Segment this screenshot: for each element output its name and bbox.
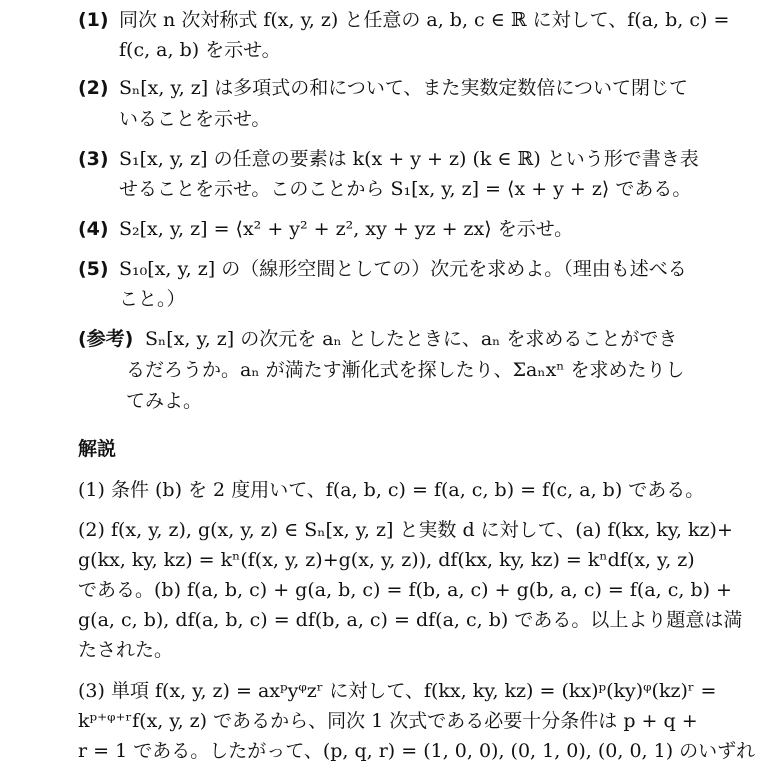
explanation-line-9: r = 1 である。したがって、(p, q, r) = (1, 0, 0), (0, 1, 0), (0, 0, 1) のいずれ [78, 740, 756, 762]
reference-line-2: るだろうか。aₙ が満たす漸化式を探したり、Σaₙxⁿ を求めたりし [126, 359, 685, 381]
explanation-line-4: である。(b) f(a, b, c) + g(a, b, c) = f(b, a, c) + g(b, a, c) = f(a, c, b) + [78, 579, 732, 601]
explanation-line-6: たされた。 [78, 639, 174, 661]
problem-1-line-2: f(c, a, b) を示せ。 [119, 39, 281, 61]
problem-3-label: (3) [78, 148, 109, 170]
explanation-line-1: (1) 条件 (b) を 2 度用いて、f(a, b, c) = f(a, c, b) = f(c, a, b) である。 [78, 479, 705, 501]
problem-1-line-1: 同次 n 次対称式 f(x, y, z) と任意の a, b, c ∈ ℝ に対して、f(a, b, c) = [119, 9, 730, 31]
problem-1-label: (1) [78, 9, 109, 31]
problem-3-line-2: せることを示せ。このことから S₁[x, y, z] = ⟨x + y + z⟩ である。 [119, 178, 692, 200]
problem-3-line-1: S₁[x, y, z] の任意の要素は k(x + y + z) (k ∈ ℝ) という形で書き表 [119, 148, 699, 170]
reference-label: (参考) [78, 328, 134, 350]
explanation-line-8: kᵖ⁺ᵠ⁺ʳf(x, y, z) であるから、同次 1 次式である必要十分条件は p + q + [78, 710, 698, 732]
problem-4-line-1: S₂[x, y, z] = ⟨x² + y² + z², xy + yz + zx⟩ を示せ。 [119, 218, 574, 240]
problem-4-label: (4) [78, 218, 109, 240]
explanation-line-2: (2) f(x, y, z), g(x, y, z) ∈ Sₙ[x, y, z] と実数 d に対して、(a) f(kx, ky, kz)+ [78, 519, 733, 541]
problem-2-line-1: Sₙ[x, y, z] は多項式の和について、また実数定数倍について閉じて [119, 77, 689, 99]
explanation-line-3: g(kx, ky, kz) = kⁿ(f(x, y, z)+g(x, y, z)), df(kx, ky, kz) = kⁿdf(x, y, z) [78, 549, 695, 571]
reference-line-1: Sₙ[x, y, z] の次元を aₙ としたときに、aₙ を求めることができ [145, 328, 678, 350]
explanation-heading: 解説 [78, 438, 117, 460]
problem-5-label: (5) [78, 258, 109, 280]
problem-5-line-2: こと。） [119, 288, 186, 310]
explanation-line-7: (3) 単項 f(x, y, z) = axᵖyᵠzʳ に対して、f(kx, ky, kz) = (kx)ᵖ(ky)ᵠ(kz)ʳ = [78, 680, 717, 702]
explanation-line-5: g(a, c, b), df(a, b, c) = df(b, a, c) = df(a, c, b) である。以上より題意は満 [78, 609, 743, 631]
problem-2-line-2: いることを示せ。 [119, 108, 271, 130]
problem-2-label: (2) [78, 77, 109, 99]
reference-line-3: てみよ。 [126, 390, 203, 412]
problem-5-line-1: S₁₀[x, y, z] の（線形空間としての）次元を求めよ。（理由も述べる [119, 258, 687, 280]
